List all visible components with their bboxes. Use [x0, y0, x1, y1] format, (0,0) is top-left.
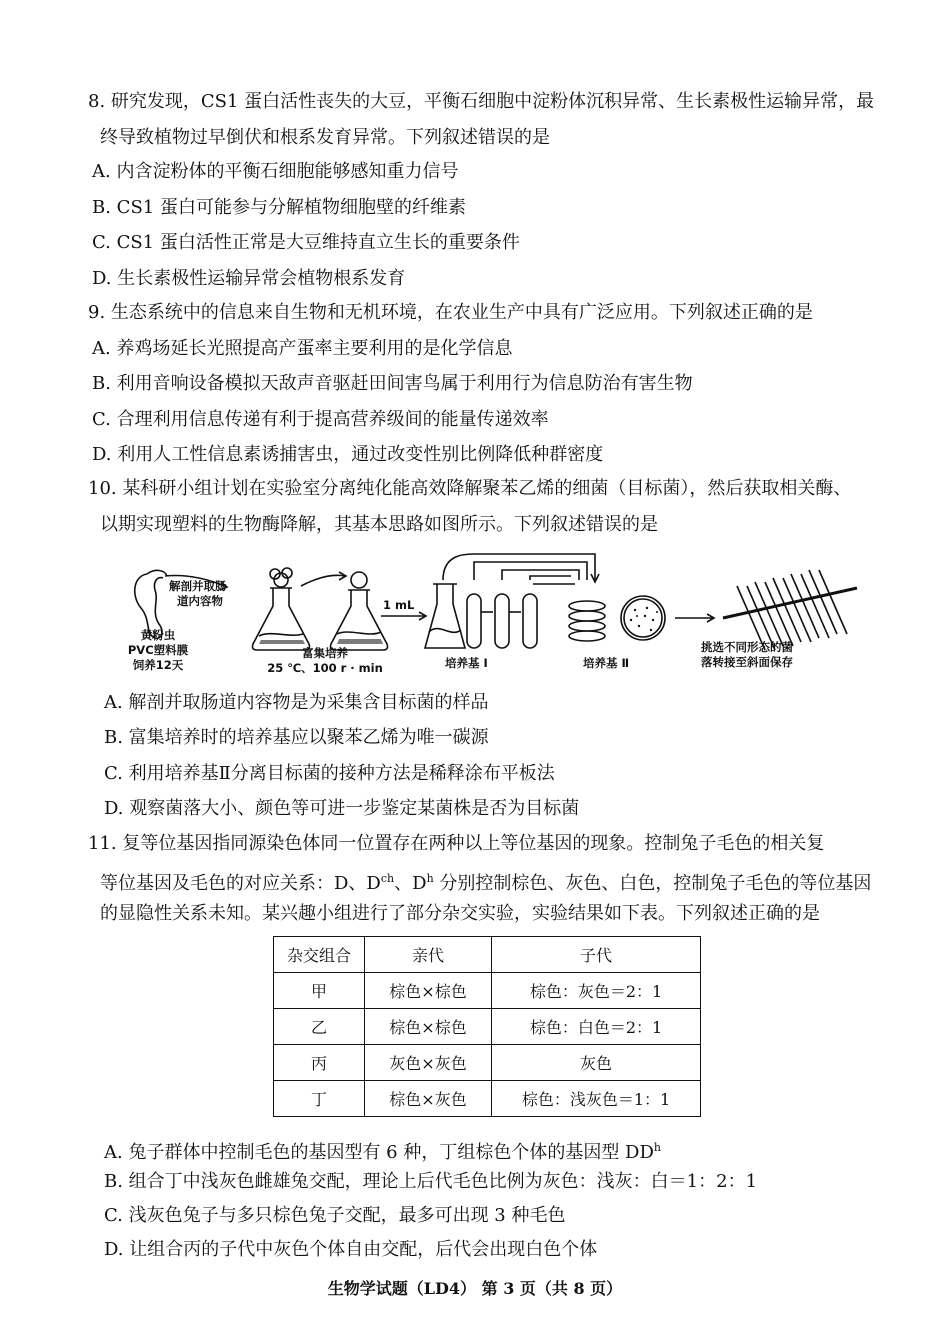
label-medium-1: 培养基 I — [445, 656, 488, 670]
q8-option-d: D. 生长素极性运输异常会植物根系发育 — [92, 268, 406, 289]
table-cell: 灰色 — [492, 1045, 701, 1081]
q9-option-c: C. 合理利用信息传递有利于提高营养级间的能量传递效率 — [92, 409, 549, 430]
slant-tube-rack-icon — [723, 570, 857, 650]
table-header-row — [274, 937, 701, 973]
q8-option-a: A. 内含淀粉体的平衡石细胞能够感知重力信号 — [92, 161, 459, 182]
table-header: 杂交组合 — [274, 937, 365, 973]
label-enrich-line2: 25 ℃、100 r · min — [267, 661, 383, 675]
label-medium-2: 培养基 Ⅱ — [583, 656, 630, 670]
table-cell: 丁 — [274, 1081, 365, 1117]
q10-option-c: C. 利用培养基Ⅱ分离目标菌的接种方法是稀释涂布平板法 — [104, 763, 555, 784]
table-cell: 丙 — [274, 1045, 365, 1081]
table-row — [274, 1009, 701, 1045]
q8-stem-line1: 8. 研究发现，CS1 蛋白活性丧失的大豆，平衡石细胞中淀粉体沉积异常、生长素极性运输异常，最 — [88, 91, 875, 112]
q9-stem: 9. 生态系统中的信息来自生物和无机环境，在农业生产中具有广泛应用。下列叙述正确的是 — [88, 302, 813, 323]
q11-stem-line1: 11. 复等位基因指同源染色体同一位置存在两种以上等位基因的现象。控制兔子毛色的相关复 — [88, 833, 825, 854]
q11-option-c: C. 浅灰色兔子与多只棕色兔子交配，最多可出现 3 种毛色 — [104, 1205, 566, 1226]
q11-option-b: B. 组合丁中浅灰色雌雄兔交配，理论上后代毛色比例为灰色：浅灰：白＝1：2：1 — [104, 1171, 758, 1192]
label-worm-line1: 黄粉虫 — [140, 628, 176, 642]
q10-option-b: B. 富集培养时的培养基应以聚苯乙烯为唯一碳源 — [104, 727, 489, 748]
petri-dish-stack-icon — [569, 601, 605, 641]
q11-option-d: D. 让组合丙的子代中灰色个体自由交配，后代会出现白色个体 — [104, 1239, 598, 1260]
beaker-icon — [425, 584, 465, 648]
table-header: 子代 — [492, 937, 701, 973]
test-tube-icon — [495, 594, 509, 648]
table-cell: 乙 — [274, 1009, 365, 1045]
table-cell: 棕色×棕色 — [365, 1009, 492, 1045]
q10-option-a: A. 解剖并取肠道内容物是为采集含目标菌的样品 — [104, 692, 489, 713]
flask-icon — [331, 572, 388, 650]
table-cell: 棕色：浅灰色＝1：1 — [492, 1081, 701, 1117]
label-enrich-line1: 富集培养 — [302, 646, 348, 660]
q11-option-a: A. 兔子群体中控制毛色的基因型有 6 种，丁组棕色个体的基因型 $DD^h$ — [104, 1141, 662, 1163]
q10-stem-line1: 10. 某科研小组计划在实验室分离纯化能高效降解聚苯乙烯的细菌（目标菌），然后获取相关酶、 — [88, 478, 852, 499]
page-footer: 生物学试题（LD4） 第 3 页（共 8 页） — [327, 1279, 623, 1298]
q8-stem-line2: 终导致植物过早倒伏和根系发育异常。下列叙述错误的是 — [100, 127, 550, 148]
test-tube-icon — [467, 594, 481, 648]
q9-option-b: B. 利用音响设备模拟天敌声音驱赶田间害鸟属于利用行为信息防治有害生物 — [92, 373, 693, 394]
label-select-line1: 挑选不同形态的菌 — [701, 640, 793, 654]
cross-results-table — [273, 936, 701, 1117]
label-worm-line3: 饲养12天 — [132, 658, 184, 672]
q8-option-c: C. CS1 蛋白活性正常是大豆维持直立生长的重要条件 — [92, 232, 520, 253]
table-row — [274, 973, 701, 1009]
q8-option-b: B. CS1 蛋白可能参与分解植物细胞壁的纤维素 — [92, 197, 466, 218]
q11-stem-line3: 的显隐性关系未知。某兴趣小组进行了部分杂交实验，实验结果如下表。下列叙述正确的是 — [100, 903, 820, 924]
table-cell: 棕色：灰色＝2：1 — [492, 973, 701, 1009]
label-dissect-line1: 解剖并取肠 — [169, 579, 227, 593]
q10-stem-line2: 以期实现塑料的生物酶降解，其基本思路如图所示。下列叙述错误的是 — [100, 514, 658, 535]
q9-option-d: D. 利用人工性信息素诱捕害虫，通过改变性别比例降低种群密度 — [92, 444, 604, 465]
q9-option-a: A. 养鸡场延长光照提高产蛋率主要利用的是化学信息 — [92, 338, 513, 359]
table-cell: 棕色×灰色 — [365, 1081, 492, 1117]
table-header: 亲代 — [365, 937, 492, 973]
q11-stem-line2: 等位基因及毛色的对应关系：D、$D^{ch}$、$D^h$ 分别控制棕色、灰色、白色，控制兔子毛色的等位基因 — [100, 872, 872, 894]
table-cell: 棕色×棕色 — [365, 973, 492, 1009]
table-cell: 棕色：白色＝2：1 — [492, 1009, 701, 1045]
label-worm-line2: PVC塑料膜 — [127, 643, 189, 657]
label-dissect-line2: 道内容物 — [177, 594, 223, 608]
table-row — [274, 1081, 701, 1117]
flask-icon — [253, 568, 310, 650]
experiment-flow-diagram — [125, 546, 865, 676]
table-cell: 灰色×灰色 — [365, 1045, 492, 1081]
label-select-line2: 落转接至斜面保存 — [701, 655, 793, 669]
petri-dish-icon — [621, 596, 665, 640]
label-volume: 1 mL — [383, 598, 415, 612]
table-cell: 甲 — [274, 973, 365, 1009]
test-tube-icon — [523, 594, 537, 648]
table-row — [274, 1045, 701, 1081]
q10-option-d: D. 观察菌落大小、颜色等可进一步鉴定某菌株是否为目标菌 — [104, 798, 580, 819]
